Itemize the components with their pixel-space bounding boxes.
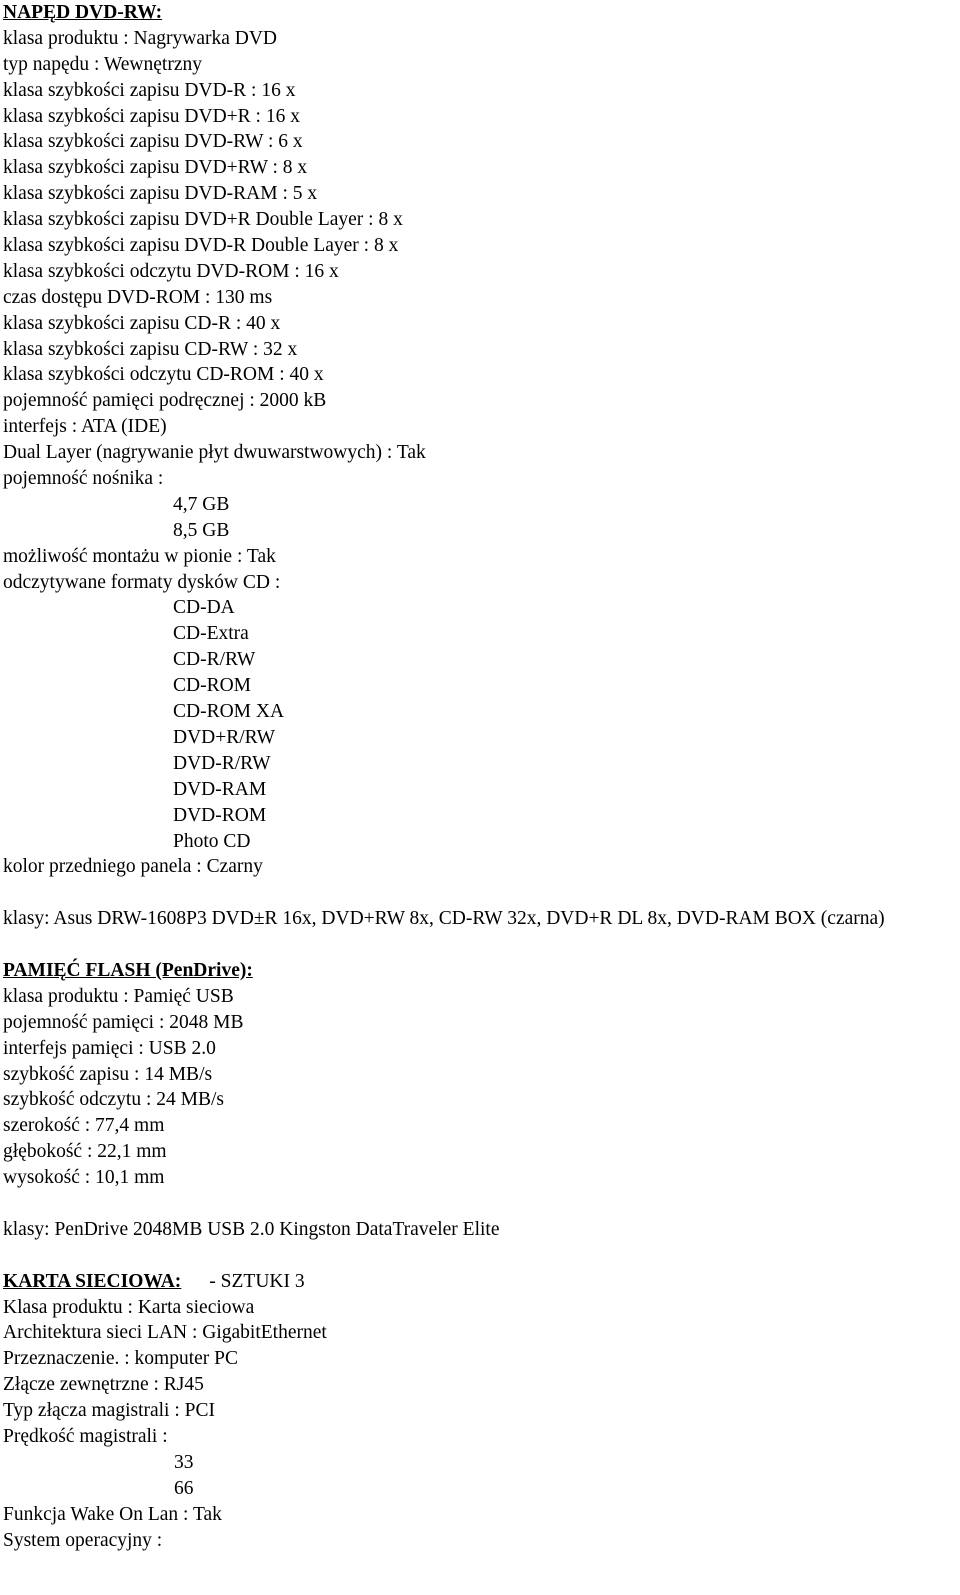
dvd-spec: klasa szybkości zapisu DVD-RW : 6 x (3, 131, 303, 153)
flash-spec: szybkość zapisu : 14 MB/s (3, 1063, 213, 1085)
dvd-format: DVD-ROM (173, 804, 267, 826)
flash-spec: szerokość : 77,4 mm (3, 1115, 165, 1137)
network-wol: Funkcja Wake On Lan : Tak (3, 1503, 222, 1525)
dvd-mount: możliwość montażu w pionie : Tak (3, 545, 276, 567)
dvd-panel-color: kolor przedniego panela : Czarny (3, 856, 263, 878)
flash-heading: PAMIĘĆ FLASH (PenDrive): (3, 959, 253, 981)
flash-spec: głębokość : 22,1 mm (3, 1141, 167, 1163)
dvd-spec: klasa szybkości zapisu CD-RW : 32 x (3, 338, 298, 360)
dvd-spec: czas dostępu DVD-ROM : 130 ms (3, 286, 273, 308)
network-spec: Typ złącza magistrali : PCI (3, 1400, 215, 1422)
network-heading-row (3, 1269, 953, 1295)
dvd-spec: klasa szybkości zapisu DVD-R : 16 x (3, 79, 296, 101)
dvd-spec: klasa szybkości zapisu CD-R : 40 x (3, 312, 281, 334)
network-spec: Klasa produktu : Karta sieciowa (3, 1296, 255, 1318)
dvd-spec: klasa szybkości zapisu DVD-R Double Layer : 8 x (3, 235, 399, 257)
flash-spec: wysokość : 10,1 mm (3, 1167, 165, 1189)
spacer (3, 1243, 953, 1269)
dvd-format: DVD-RAM (173, 778, 267, 800)
dvd-spec: klasa szybkości zapisu DVD+R Double Layer : 8 x (3, 209, 403, 231)
dvd-heading: NAPĘD DVD-RW: (3, 2, 163, 23)
dvd-spec: Dual Layer (nagrywanie płyt dwuwarstwowych) : Tak (3, 442, 426, 464)
flash-spec: szybkość odczytu : 24 MB/s (3, 1089, 224, 1111)
dvd-spec: klasa produktu : Nagrywarka DVD (3, 27, 278, 49)
dvd-capacity: 4,7 GB (173, 493, 230, 515)
network-spec: Architektura sieci LAN : GigabitEthernet (3, 1322, 327, 1344)
network-spec: Przeznaczenie. : komputer PC (3, 1348, 238, 1370)
dvd-spec: typ napędu : Wewnętrzny (3, 53, 202, 75)
dvd-format: CD-DA (173, 597, 235, 619)
dvd-formats-label: odczytywane formaty dysków CD : (3, 571, 281, 593)
dvd-spec: pojemność nośnika : (3, 468, 164, 490)
flash-spec: klasa produktu : Pamięć USB (3, 985, 234, 1007)
dvd-format: CD-Extra (173, 623, 249, 645)
dvd-format: DVD-R/RW (173, 752, 271, 774)
network-bus-speed: 66 (174, 1477, 194, 1499)
network-os: System operacyjny : (3, 1529, 163, 1551)
spec-document (3, 0, 953, 1553)
dvd-format: DVD+R/RW (173, 726, 276, 748)
dvd-spec: klasa szybkości odczytu CD-ROM : 40 x (3, 364, 324, 386)
dvd-capacity: 8,5 GB (173, 519, 230, 541)
flash-spec: pojemność pamięci : 2048 MB (3, 1011, 244, 1033)
dvd-format: CD-R/RW (173, 649, 256, 671)
spacer (3, 1191, 953, 1217)
dvd-spec: interfejs : ATA (IDE) (3, 416, 167, 438)
dvd-format: CD-ROM (173, 675, 252, 697)
network-spec: Prędkość magistrali : (3, 1426, 168, 1447)
network-quantity: - SZTUKI 3 (209, 1270, 305, 1292)
dvd-spec: klasa szybkości odczytu DVD-ROM : 16 x (3, 260, 339, 282)
network-heading: KARTA SIECIOWA: (3, 1270, 182, 1292)
dvd-spec: pojemność pamięci podręcznej : 2000 kB (3, 390, 327, 412)
flash-klasy: klasy: PenDrive 2048MB USB 2.0 Kingston DataTraveler Elite (3, 1218, 500, 1240)
dvd-spec: klasa szybkości zapisu DVD+RW : 8 x (3, 157, 308, 179)
network-bus-speed: 33 (174, 1451, 194, 1473)
dvd-format: Photo CD (173, 830, 251, 852)
network-spec: Złącze zewnętrzne : RJ45 (3, 1374, 204, 1396)
dvd-klasy: klasy: Asus DRW-1608P3 DVD±R 16x, DVD+RW 8x, CD-RW 32x, DVD+R DL 8x, DVD-RAM BOX (czarna) (3, 908, 885, 930)
dvd-spec: klasa szybkości zapisu DVD+R : 16 x (3, 105, 300, 127)
flash-spec: interfejs pamięci : USB 2.0 (3, 1037, 216, 1059)
spacer (3, 932, 953, 958)
dvd-spec: klasa szybkości zapisu DVD-RAM : 5 x (3, 183, 318, 205)
dvd-format: CD-ROM XA (173, 701, 285, 723)
spacer (3, 880, 953, 906)
